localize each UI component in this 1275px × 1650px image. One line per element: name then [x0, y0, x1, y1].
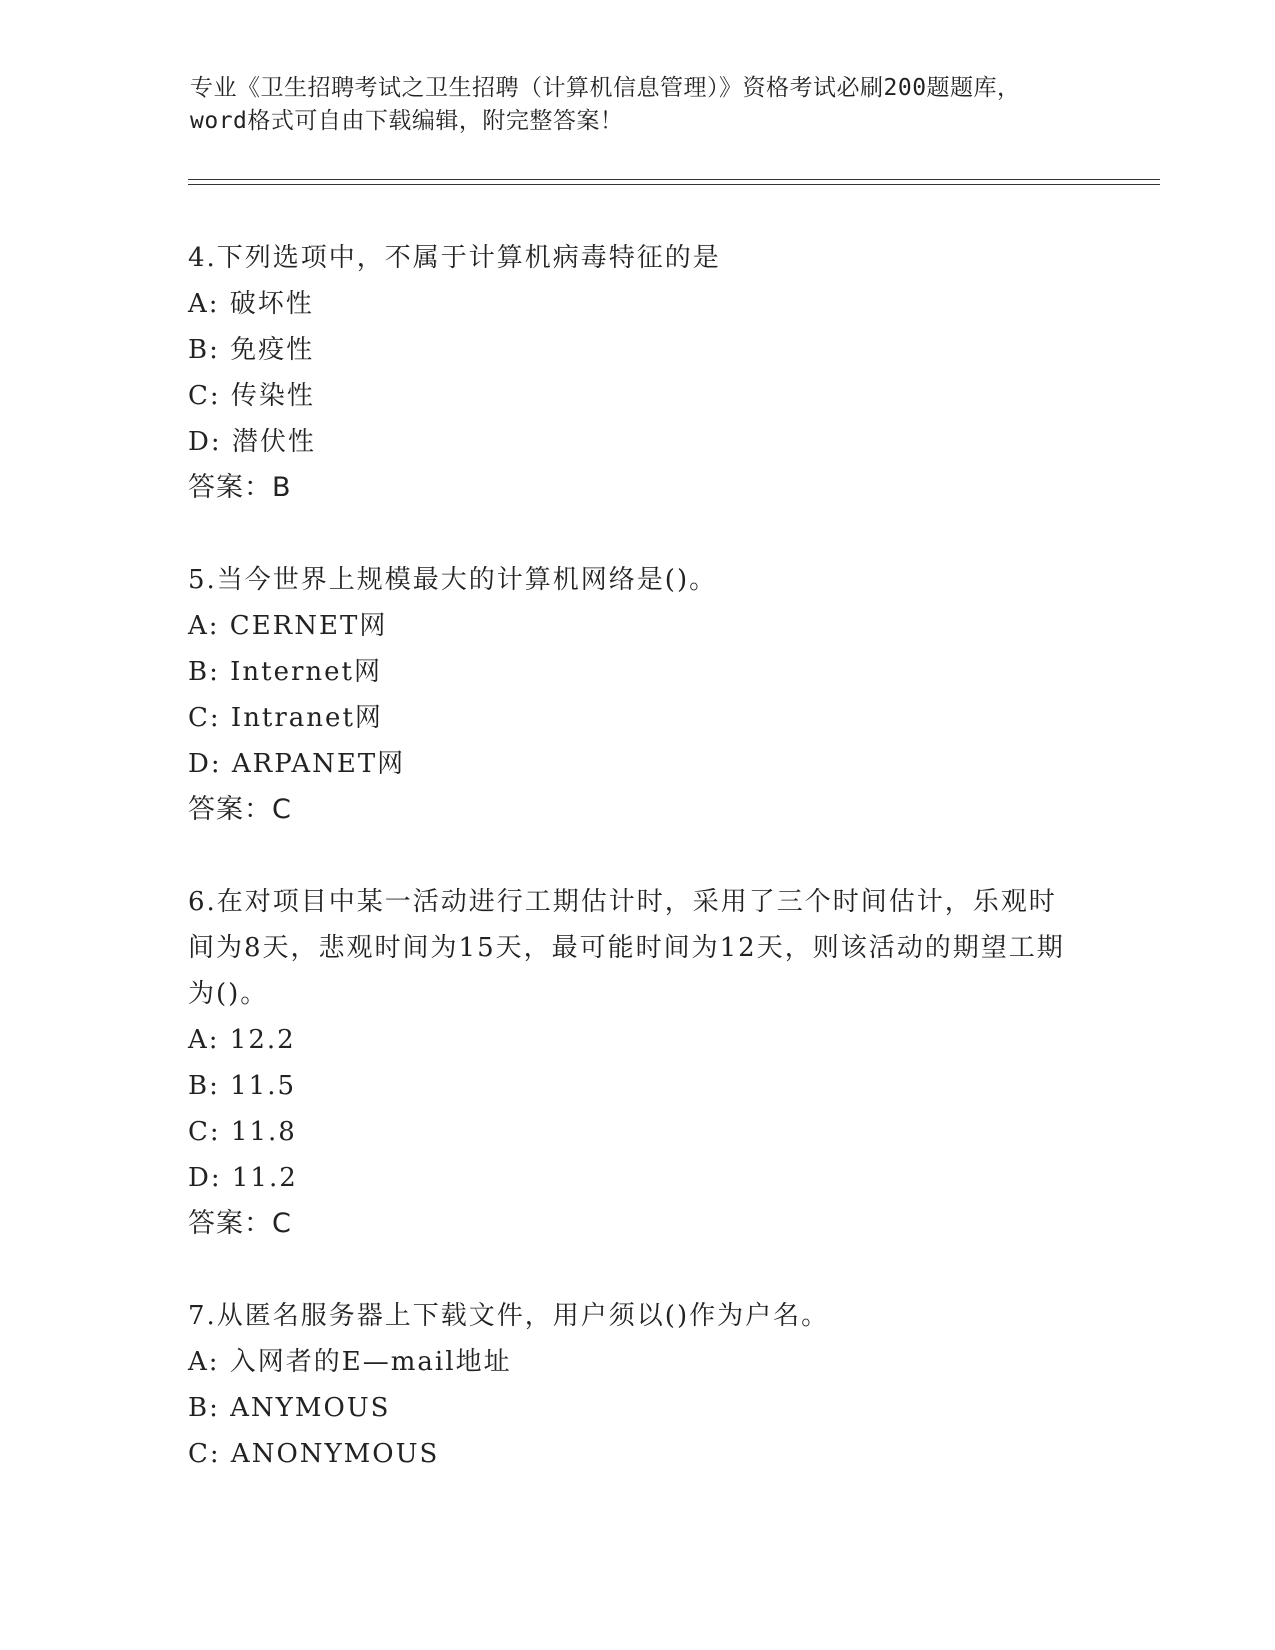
question-stem: 4.下列选项中，不属于计算机病毒特征的是	[188, 243, 721, 273]
option-b: B: 11.5	[188, 1071, 297, 1101]
document-header	[190, 72, 1090, 138]
option-c: C: ANONYMOUS	[188, 1439, 440, 1469]
option-a: A: 破坏性	[188, 289, 314, 319]
header-divider-bottom	[188, 184, 1160, 185]
option-a: A: 12.2	[188, 1025, 296, 1055]
option-d: D: 潜伏性	[188, 427, 316, 457]
answer-label: 答案：C	[188, 794, 292, 825]
header-title-line-1: 专业《卫生招聘考试之卫生招聘（计算机信息管理）》资格考试必刷200题题库，	[190, 75, 1021, 101]
option-b: B: ANYMOUS	[188, 1393, 391, 1423]
option-c: C: 11.8	[188, 1117, 297, 1147]
option-d: D: ARPANET网	[188, 749, 406, 779]
option-c: C: 传染性	[188, 381, 315, 411]
question-stem: 7.从匿名服务器上下载文件，用户须以()作为户名。	[188, 1301, 830, 1331]
option-a: A: 入网者的E—mail地址	[188, 1347, 512, 1377]
option-a: A: CERNET网	[188, 611, 388, 641]
question-list	[188, 235, 1088, 1523]
option-d: D: 11.2	[188, 1163, 298, 1193]
answer-label: 答案：C	[188, 1208, 292, 1239]
question-6	[188, 879, 1088, 1247]
question-4	[188, 235, 1088, 511]
answer-label: 答案：B	[188, 472, 292, 503]
question-5	[188, 557, 1088, 833]
header-divider-top	[188, 179, 1160, 180]
question-stem: 6.在对项目中某一活动进行工期估计时，采用了三个时间估计，乐观时间为8天，悲观时间为15天，最可能时间为12天，则该活动的期望工期为()。	[188, 887, 1065, 1009]
option-c: C: Intranet网	[188, 703, 383, 733]
header-title-line-2: word格式可自由下载编辑，附完整答案！	[190, 108, 624, 134]
question-stem: 5.当今世界上规模最大的计算机网络是()。	[188, 565, 718, 595]
option-b: B: Internet网	[188, 657, 382, 687]
option-b: B: 免疫性	[188, 335, 315, 365]
question-7	[188, 1293, 1088, 1477]
